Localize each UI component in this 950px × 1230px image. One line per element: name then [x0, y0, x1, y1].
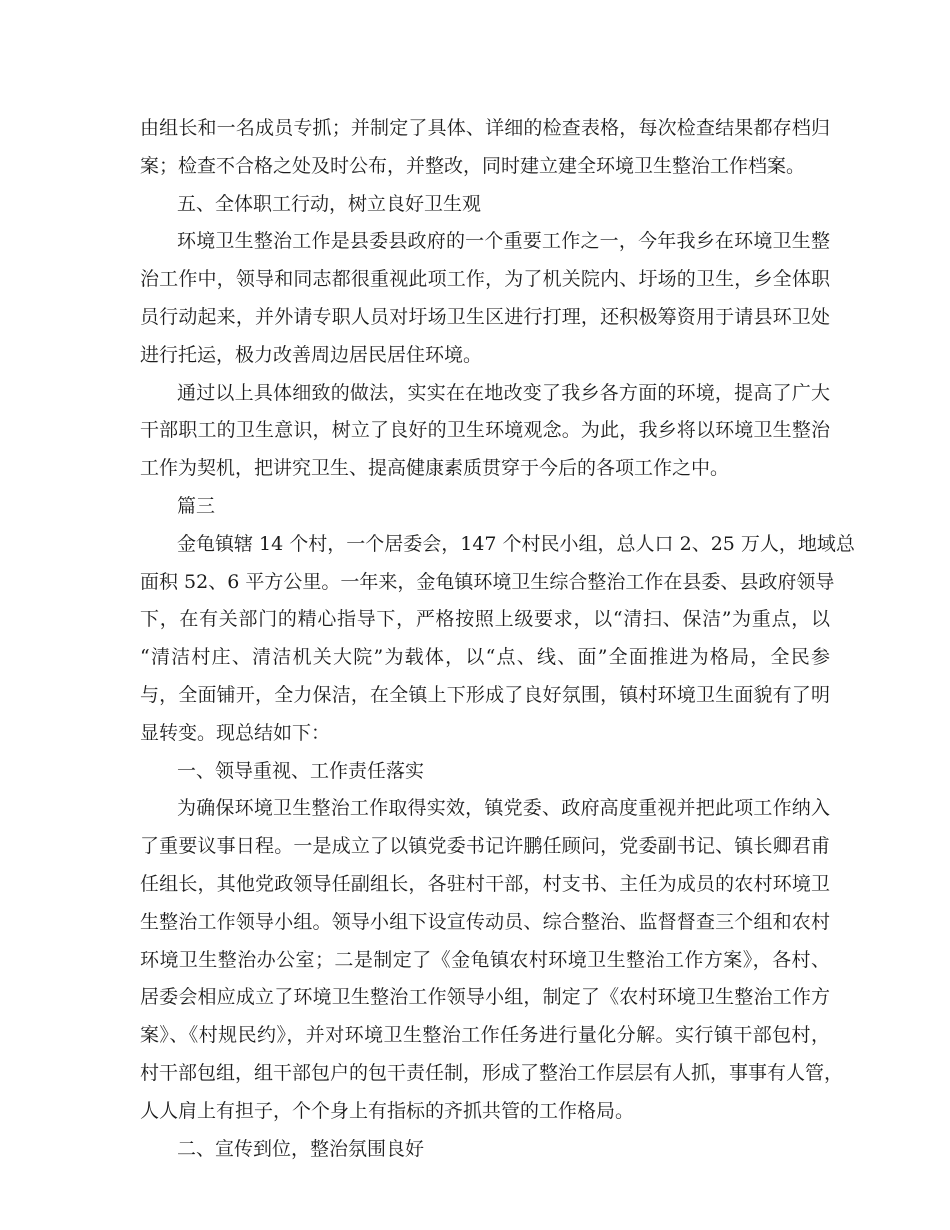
text-line: 村干部包组，组干部包户的包干责任制，形成了整治工作层层有人抓，事事有人管， — [140, 1061, 844, 1084]
text-line: 了重要议事日程。一是成立了以镇党委书记许鹏任顾问，党委副书记、镇长卿君甫 — [140, 835, 830, 858]
text-line: “清洁村庄、清洁机关大院”为载体，以“点、线、面”全面推进为格局，全民参 — [140, 646, 830, 669]
text-line: 生整治工作领导小组。领导小组下设宣传动员、综合整治、监督督查三个组和农村 — [140, 910, 830, 933]
text-line: 人人肩上有担子，个个身上有指标的齐抓共管的工作格局。 — [140, 1099, 635, 1122]
section-heading: 一、领导重视、工作责任落实 — [177, 759, 425, 782]
text-line: 案》、《村规民约》，并对环境卫生整治工作任务进行量化分解。实行镇干部包村， — [140, 1024, 830, 1047]
text-line: 环境卫生整治工作是县委县政府的一个重要工作之一，今年我乡在环境卫生整 — [177, 230, 830, 253]
text-line: 显转变。现总结如下： — [140, 721, 331, 744]
text-line: 通过以上具体细致的做法，实实在在地改变了我乡各方面的环境，提高了广大 — [177, 381, 830, 404]
text-line: 由组长和一名成员专抓；并制定了具体、详细的检查表格，每次检查结果都存档归 — [140, 117, 830, 139]
section-heading: 五、全体职工行动，树立良好卫生观 — [177, 192, 482, 215]
text-line: 工作为契机，把讲究卫生、提高健康素质贯穿于今后的各项工作之中。 — [140, 457, 730, 480]
text-line: 为确保环境卫生整治工作取得实效，镇党委、政府高度重视并把此项工作纳入 — [177, 797, 830, 820]
text-line: 与，全面铺开，全力保洁，在全镇上下形成了良好氛围，镇村环境卫生面貌有了明 — [140, 683, 830, 706]
text-line: 案；检查不合格之处及时公布，并整改，同时建立建全环境卫生整治工作档案。 — [140, 154, 806, 177]
text-line: 员行动起来，并外请专职人员对圩场卫生区进行打理，还积极筹资用于请县环卫处 — [140, 305, 830, 328]
section-heading: 篇三 — [177, 494, 216, 517]
text-line: 下，在有关部门的精心指导下，严格按照上级要求，以“清扫、保洁”为重点，以 — [140, 608, 830, 631]
text-line: 进行托运，极力改善周边居民居住环境。 — [140, 343, 483, 366]
section-heading: 二、宣传到位，整治氛围良好 — [177, 1137, 425, 1160]
text-line: 居委会相应成立了环境卫生整治工作领导小组，制定了《农村环境卫生整治工作方 — [140, 986, 830, 1009]
document-body — [140, 110, 855, 1168]
text-line: 干部职工的卫生意识，树立了良好的卫生环境观念。为此，我乡将以环境卫生整治 — [140, 419, 830, 442]
text-line: 面积 52、6 平方公里。一年来，金龟镇环境卫生综合整治工作在县委、县政府领导 — [140, 570, 835, 593]
text-line: 任组长，其他党政领导任副组长，各驻村干部，村支书、主任为成员的农村环境卫 — [140, 872, 830, 895]
text-line: 治工作中，领导和同志都很重视此项工作，为了机关院内、圩场的卫生，乡全体职 — [140, 268, 830, 291]
text-line: 金龟镇辖 14 个村，一个居委会，147 个村民小组，总人口 2、25 万人，地域总 — [177, 532, 855, 555]
text-line: 环境卫生整治办公室；二是制定了《金龟镇农村环境卫生整治工作方案》，各村、 — [140, 948, 830, 971]
